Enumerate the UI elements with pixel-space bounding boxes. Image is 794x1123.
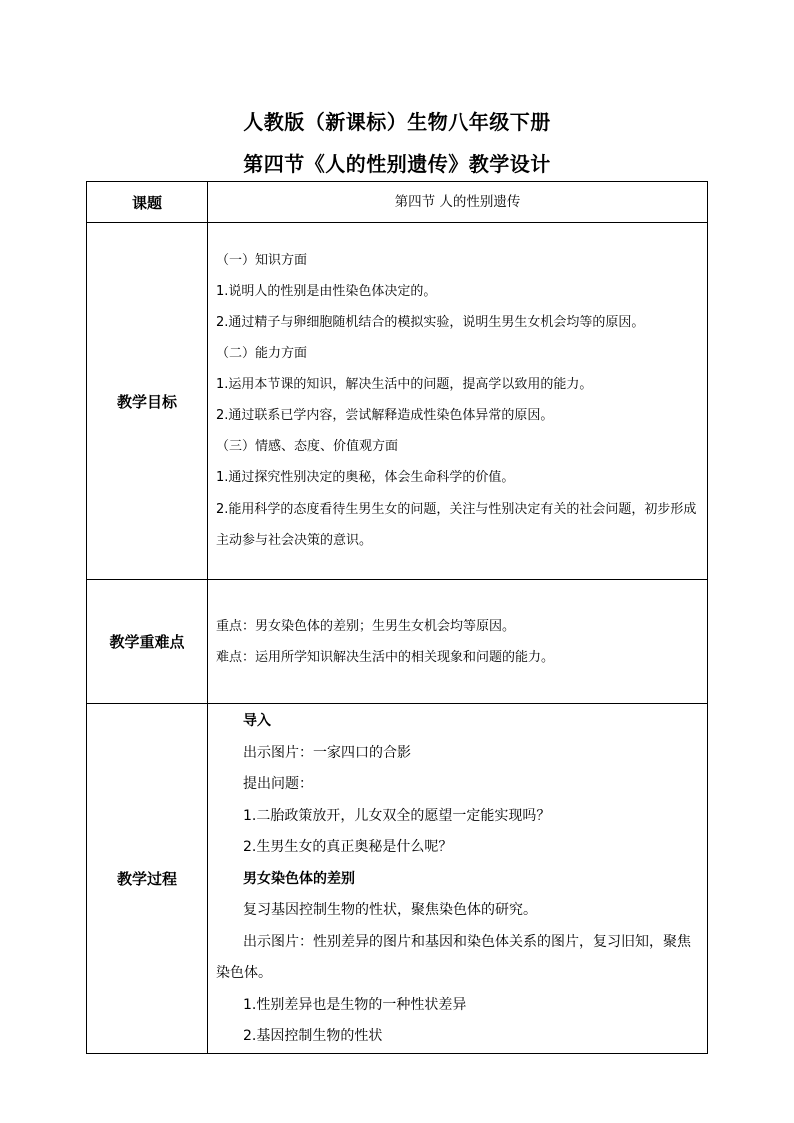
- lesson-plan-table: [86, 181, 708, 1054]
- goals-label: 教学目标: [87, 223, 208, 580]
- goals-line: 1.运用本节课的知识，解决生活中的问题，提高学以致用的能力。: [216, 377, 593, 392]
- process-line: 1.二胎政策放开，儿女双全的愿望一定能实现吗？: [243, 807, 551, 824]
- goals-list: [208, 246, 707, 556]
- key-points-cell: [208, 580, 708, 704]
- goals-line: （三）情感、态度、价值观方面: [216, 439, 399, 454]
- goals-line: 2.通过联系已学内容，尝试解释造成性染色体异常的原因。: [216, 408, 554, 423]
- goals-line: 1.说明人的性别是由性染色体决定的。: [216, 284, 437, 299]
- goals-line: （一）知识方面: [216, 253, 308, 268]
- document-title: 人教版（新课标）生物八年级下册: [243, 110, 551, 134]
- process-line: 复习基因控制生物的性状，聚焦染色体的研究。: [243, 902, 537, 918]
- process-list: [208, 704, 707, 1053]
- process-line: 1.性别差异也是生物的一种性状差异: [243, 996, 467, 1013]
- process-heading: 男女染色体的差别: [243, 870, 355, 887]
- topic-cell: [208, 182, 708, 223]
- key-point-line: 难点：运用所学知识解决生活中的相关现象和问题的能力。: [216, 649, 555, 665]
- goals-cell: [208, 223, 708, 580]
- process-line: 提出问题：: [243, 776, 313, 792]
- goals-line: （二）能力方面: [216, 346, 308, 361]
- process-heading: 导入: [243, 713, 271, 729]
- goals-line: 2.能用科学的态度看待生男生女的问题，关注与性别决定有关的社会问题，初步形成主动参与社会决策的意识。: [216, 502, 697, 548]
- process-line: 2.生男生女的真正奥秘是什么呢？: [243, 839, 453, 855]
- process-line: 出示图片：性别差异的图片和基因和染色体关系的图片，复习旧知，聚焦染色体。: [216, 933, 691, 981]
- table-row-goals: [87, 223, 708, 580]
- topic-value: 第四节 人的性别遗传: [394, 194, 521, 210]
- key-points-list: [208, 611, 707, 673]
- process-line: 2.基因控制生物的性状: [243, 1028, 383, 1044]
- goals-line: 1.通过探究性别决定的奥秘，体会生命科学的价值。: [216, 470, 515, 485]
- process-label: 教学过程: [87, 704, 208, 1054]
- key-point-line: 重点：男女染色体的差别；生男生女机会均等原因。: [216, 618, 516, 634]
- table-row-topic: [87, 182, 708, 223]
- topic-label: 课题: [87, 182, 208, 223]
- document-subtitle: 第四节《人的性别遗传》教学设计: [243, 152, 551, 176]
- process-cell: [208, 704, 708, 1054]
- goals-line: 2.通过精子与卵细胞随机结合的模拟实验，说明生男生女机会均等的原因。: [216, 315, 645, 330]
- process-line: 出示图片：一家四口的合影: [243, 744, 411, 761]
- key-points-label: 教学重难点: [87, 580, 208, 704]
- table-row-key-points: [87, 580, 708, 704]
- table-row-process: [87, 704, 708, 1054]
